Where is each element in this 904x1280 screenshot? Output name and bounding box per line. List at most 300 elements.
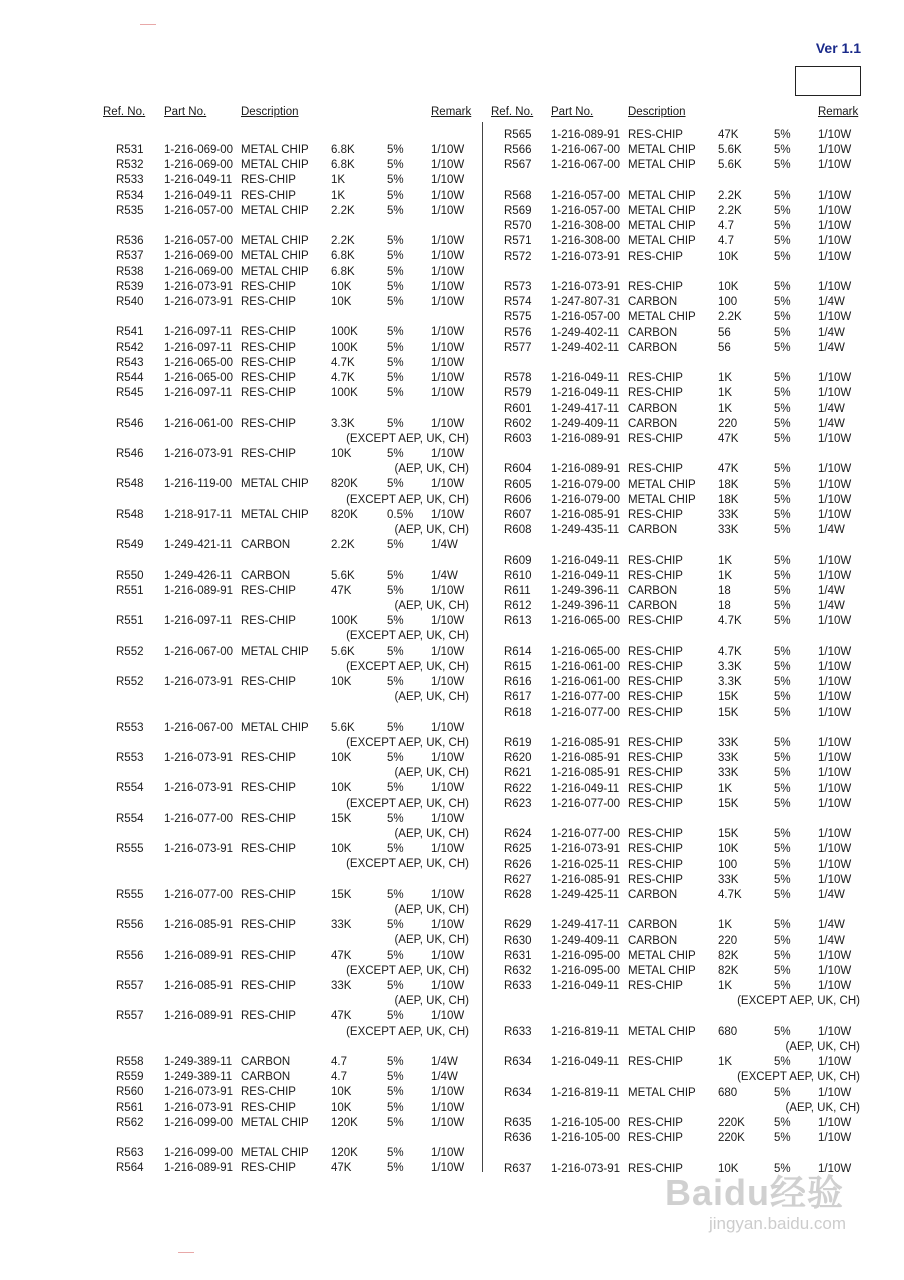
ref-no: R632 xyxy=(504,965,532,977)
rating: 1/4W xyxy=(431,569,458,582)
tolerance: 5% xyxy=(774,706,791,719)
description: METAL CHIP xyxy=(628,1086,696,1099)
part-no: 1-249-389-11 xyxy=(164,1071,233,1084)
ref-no: R538 xyxy=(116,265,144,278)
description: CARBON xyxy=(628,600,678,613)
watermark-logo: Baidu经验 xyxy=(664,1172,844,1213)
value: 10K xyxy=(331,1086,352,1099)
tolerance: 5% xyxy=(774,797,791,810)
part-no: 1-216-119-00 xyxy=(164,478,233,491)
value: 3.3K xyxy=(718,676,742,689)
tolerance: 5% xyxy=(774,311,791,324)
description: RES-CHIP xyxy=(628,433,683,445)
value: 10K xyxy=(718,1162,739,1175)
description: CARBON xyxy=(628,402,678,415)
part-no: 1-216-065-00 xyxy=(551,615,621,628)
part-no: 1-216-073-91 xyxy=(164,280,234,293)
ref-no: R562 xyxy=(116,1116,144,1129)
value: 15K xyxy=(718,828,739,841)
ref-no: R609 xyxy=(504,554,532,567)
ref-no: R559 xyxy=(116,1071,144,1084)
remark-note: (EXCEPT AEP, UK, CH) xyxy=(737,995,860,1008)
rating: 1/10W xyxy=(818,1086,852,1099)
rating: 1/10W xyxy=(431,478,465,491)
rating: 1/4W xyxy=(818,296,845,309)
rating: 1/10W xyxy=(431,448,465,460)
remark-note: (AEP, UK, CH) xyxy=(394,691,469,704)
part-no: 1-216-049-11 xyxy=(551,372,620,385)
description: RES-CHIP xyxy=(241,174,296,187)
rating: 1/10W xyxy=(818,706,852,719)
value: 15K xyxy=(331,888,352,901)
part-no: 1-216-073-91 xyxy=(164,1101,234,1114)
description: RES-CHIP xyxy=(241,812,296,825)
part-no: 1-249-426-11 xyxy=(164,569,233,582)
description: RES-CHIP xyxy=(628,1132,683,1145)
value: 2.2K xyxy=(718,205,742,217)
ref-no: R601 xyxy=(504,402,532,415)
description: METAL CHIP xyxy=(628,235,696,248)
remark-note: (EXCEPT AEP, UK, CH) xyxy=(346,858,469,871)
ref-no: R571 xyxy=(504,235,532,248)
part-no: 1-216-067-00 xyxy=(551,159,621,172)
tolerance: 5% xyxy=(774,509,791,521)
value: 6.8K xyxy=(331,159,355,172)
rating: 1/10W xyxy=(431,508,465,521)
part-no: 1-216-085-91 xyxy=(164,980,234,992)
description: CARBON xyxy=(241,1071,291,1084)
ref-no: R622 xyxy=(504,782,532,795)
description: RES-CHIP xyxy=(628,569,683,582)
value: 10K xyxy=(331,296,352,308)
part-no: 1-216-067-00 xyxy=(164,721,234,734)
part-no: 1-216-819-11 xyxy=(551,1025,620,1038)
tolerance: 5% xyxy=(387,1162,404,1175)
ref-no: R557 xyxy=(116,980,144,992)
part-no: 1-216-089-91 xyxy=(551,433,621,445)
description: METAL CHIP xyxy=(241,1116,309,1129)
value: 10K xyxy=(331,782,352,795)
part-no: 1-216-049-11 xyxy=(551,387,620,400)
description: CARBON xyxy=(628,417,678,430)
value: 680 xyxy=(718,1025,738,1038)
description: RES-CHIP xyxy=(241,1010,296,1023)
ref-no: R536 xyxy=(116,235,144,248)
part-no: 1-216-073-91 xyxy=(164,843,234,856)
part-no: 1-216-089-91 xyxy=(164,1010,234,1023)
version-label: Ver 1.1 xyxy=(815,40,861,56)
part-no: 1-216-089-91 xyxy=(164,584,234,597)
part-no: 1-249-409-11 xyxy=(551,417,620,430)
tolerance: 5% xyxy=(387,752,404,764)
description: RES-CHIP xyxy=(628,843,683,856)
part-no: 1-216-085-91 xyxy=(551,737,621,749)
tolerance: 5% xyxy=(774,281,791,293)
part-no: 1-216-061-00 xyxy=(551,676,621,689)
ref-no: R566 xyxy=(504,144,532,157)
tolerance: 5% xyxy=(387,159,404,172)
ref-no: R546 xyxy=(116,417,144,430)
value: 1K xyxy=(718,554,733,567)
description: METAL CHIP xyxy=(241,645,309,658)
rating: 1/10W xyxy=(818,235,852,248)
rating: 1/10W xyxy=(818,858,852,871)
ref-no: R607 xyxy=(504,509,532,521)
rating: 1/10W xyxy=(431,782,465,795)
rating: 1/10W xyxy=(431,1101,465,1114)
ref-no: R568 xyxy=(504,189,532,202)
rating: 1/10W xyxy=(431,1147,465,1160)
rating: 1/10W xyxy=(818,843,852,856)
part-no: 1-216-085-91 xyxy=(551,509,621,521)
tolerance: 5% xyxy=(774,965,791,977)
value: 4.7 xyxy=(331,1071,347,1084)
part-no: 1-216-097-11 xyxy=(164,341,233,354)
ref-no: R605 xyxy=(504,478,532,491)
description: RES-CHIP xyxy=(241,615,296,628)
description: CARBON xyxy=(628,934,678,947)
part-no: 1-216-099-00 xyxy=(164,1116,234,1129)
description: RES-CHIP xyxy=(241,949,296,962)
part-no: 1-216-077-00 xyxy=(164,812,234,825)
rating: 1/10W xyxy=(818,965,852,977)
tolerance: 5% xyxy=(774,873,791,886)
ref-no: R614 xyxy=(504,645,532,658)
tolerance: 5% xyxy=(387,888,404,901)
value: 15K xyxy=(718,691,739,704)
rating: 1/10W xyxy=(818,205,852,217)
description: CARBON xyxy=(628,296,678,309)
part-no: 1-216-073-91 xyxy=(164,448,234,460)
ref-no: R629 xyxy=(504,919,532,932)
description: RES-CHIP xyxy=(241,584,296,597)
part-no: 1-216-073-91 xyxy=(164,782,234,795)
ref-no: R620 xyxy=(504,752,532,765)
remark-note: (AEP, UK, CH) xyxy=(785,1041,860,1053)
ref-no: R604 xyxy=(504,463,532,476)
value: 220 xyxy=(718,934,738,947)
tolerance: 5% xyxy=(387,326,404,339)
rating: 1/10W xyxy=(431,1086,465,1099)
rating: 1/10W xyxy=(431,584,465,597)
description: CARBON xyxy=(628,326,678,339)
value: 33K xyxy=(718,737,739,749)
value: 5.6K xyxy=(331,569,355,582)
part-no: 1-216-105-00 xyxy=(551,1117,621,1129)
tolerance: 5% xyxy=(387,980,404,992)
part-no: 1-216-073-91 xyxy=(164,752,234,764)
rating: 1/10W xyxy=(431,174,465,187)
part-no: 1-216-025-11 xyxy=(551,858,620,871)
tolerance: 5% xyxy=(387,189,404,202)
part-no: 1-216-049-11 xyxy=(551,569,620,582)
tolerance: 5% xyxy=(774,843,791,856)
rating: 1/10W xyxy=(818,220,852,233)
value: 100K xyxy=(331,341,358,354)
ref-no: R631 xyxy=(504,949,532,962)
description: RES-CHIP xyxy=(628,782,683,795)
value: 82K xyxy=(718,965,739,977)
part-no: 1-218-917-11 xyxy=(164,508,233,521)
part-no: 1-216-089-91 xyxy=(551,129,621,141)
value: 10K xyxy=(331,843,352,856)
part-no: 1-216-073-91 xyxy=(164,676,234,688)
value: 5.6K xyxy=(718,144,742,157)
remark-note: (EXCEPT AEP, UK, CH) xyxy=(346,493,469,506)
remark-note: (AEP, UK, CH) xyxy=(394,767,469,780)
value: 2.2K xyxy=(718,189,742,202)
tolerance: 5% xyxy=(774,600,791,613)
tolerance: 5% xyxy=(774,463,791,476)
description: RES-CHIP xyxy=(241,448,296,460)
part-no: 1-216-061-00 xyxy=(164,417,234,430)
value: 82K xyxy=(718,949,739,962)
rating: 1/10W xyxy=(818,1025,852,1038)
value: 680 xyxy=(718,1086,738,1099)
rating: 1/10W xyxy=(431,949,465,962)
description: RES-CHIP xyxy=(241,189,296,202)
rating: 1/4W xyxy=(818,417,845,430)
ref-no: R548 xyxy=(116,508,144,521)
rating: 1/10W xyxy=(818,463,852,476)
value: 47K xyxy=(718,463,739,476)
rating: 1/10W xyxy=(818,980,852,993)
ref-no: R623 xyxy=(504,797,532,810)
ref-no: R564 xyxy=(116,1162,144,1175)
description: RES-CHIP xyxy=(628,615,683,628)
value: 18K xyxy=(718,493,739,506)
remark-note: (AEP, UK, CH) xyxy=(394,463,469,476)
ref-no: R537 xyxy=(116,250,144,263)
value: 10K xyxy=(718,281,739,293)
tolerance: 5% xyxy=(387,782,404,795)
tolerance: 5% xyxy=(774,159,791,172)
value: 33K xyxy=(331,980,352,992)
remark-note: (EXCEPT AEP, UK, CH) xyxy=(346,736,469,749)
value: 33K xyxy=(718,524,739,537)
rating: 1/10W xyxy=(431,356,465,369)
rating: 1/10W xyxy=(818,569,852,582)
value: 1K xyxy=(331,174,346,187)
tolerance: 5% xyxy=(387,1071,404,1084)
part-no: 1-216-097-11 xyxy=(164,387,233,400)
value: 33K xyxy=(718,873,739,886)
rating: 1/10W xyxy=(818,615,852,628)
tolerance: 5% xyxy=(774,387,791,400)
rating: 1/4W xyxy=(818,919,845,932)
tolerance: 5% xyxy=(774,1162,791,1175)
part-no: 1-216-057-00 xyxy=(551,205,621,217)
tolerance: 5% xyxy=(774,250,791,263)
value: 3.3K xyxy=(331,417,355,430)
rating: 1/10W xyxy=(818,509,852,521)
tolerance: 5% xyxy=(774,949,791,962)
tolerance: 5% xyxy=(387,1086,404,1099)
ref-no: R579 xyxy=(504,387,532,400)
rating: 1/10W xyxy=(431,235,465,248)
ref-no: R548 xyxy=(116,478,144,491)
value: 120K xyxy=(331,1116,358,1129)
ref-no: R637 xyxy=(504,1162,532,1175)
remark-note: (EXCEPT AEP, UK, CH) xyxy=(346,432,469,445)
part-no: 1-216-079-00 xyxy=(551,493,621,506)
part-no: 1-216-095-00 xyxy=(551,949,621,962)
remark-note: (AEP, UK, CH) xyxy=(785,1101,860,1114)
value: 4.7K xyxy=(331,372,355,384)
ref-no: R574 xyxy=(504,296,532,309)
ref-no: R554 xyxy=(116,812,144,825)
ref-no: R549 xyxy=(116,539,144,552)
rating: 1/10W xyxy=(818,1132,852,1145)
ref-no: R552 xyxy=(116,645,144,658)
rating: 1/10W xyxy=(818,645,852,658)
description: RES-CHIP xyxy=(628,828,683,841)
tolerance: 5% xyxy=(387,204,404,217)
tolerance: 5% xyxy=(774,417,791,430)
ref-no: R611 xyxy=(504,585,531,597)
rating: 1/10W xyxy=(431,980,465,992)
tolerance: 0.5% xyxy=(387,508,414,521)
tolerance: 5% xyxy=(387,296,404,308)
part-no: 1-216-099-00 xyxy=(164,1147,234,1160)
tolerance: 5% xyxy=(774,691,791,704)
description: CARBON xyxy=(241,1056,291,1068)
description: CARBON xyxy=(628,524,678,537)
part-no: 1-216-049-11 xyxy=(551,1056,620,1069)
rating: 1/4W xyxy=(818,402,845,415)
description: RES-CHIP xyxy=(628,509,683,521)
rating: 1/10W xyxy=(818,129,852,141)
rating: 1/10W xyxy=(818,737,852,749)
tolerance: 5% xyxy=(774,737,791,749)
part-no: 1-249-396-11 xyxy=(551,585,620,597)
description: CARBON xyxy=(628,919,678,932)
description: RES-CHIP xyxy=(241,888,296,901)
ref-no: R556 xyxy=(116,949,144,962)
description: RES-CHIP xyxy=(241,676,296,688)
value: 33K xyxy=(331,919,352,932)
tolerance: 5% xyxy=(387,341,404,354)
value: 56 xyxy=(718,341,731,354)
remark-note: (EXCEPT AEP, UK, CH) xyxy=(737,1071,860,1084)
ref-no: R615 xyxy=(504,661,532,673)
value: 56 xyxy=(718,326,731,339)
tolerance: 5% xyxy=(387,569,404,582)
description: RES-CHIP xyxy=(241,326,296,339)
value: 18 xyxy=(718,600,731,613)
ref-no: R553 xyxy=(116,752,144,764)
tolerance: 5% xyxy=(774,402,791,415)
rating: 1/10W xyxy=(431,159,465,172)
description: METAL CHIP xyxy=(241,159,309,172)
ref-no: R551 xyxy=(116,584,144,597)
rating: 1/4W xyxy=(818,889,845,901)
part-no: 1-216-105-00 xyxy=(551,1132,621,1145)
header-part-right: Part No. xyxy=(551,106,594,118)
value: 2.2K xyxy=(331,539,355,552)
part-no: 1-216-073-91 xyxy=(551,843,621,856)
value: 1K xyxy=(718,919,733,932)
watermark-url: jingyan.baidu.com xyxy=(708,1214,846,1233)
description: METAL CHIP xyxy=(241,250,309,263)
remark-note: (EXCEPT AEP, UK, CH) xyxy=(346,1025,469,1038)
remark-note: (EXCEPT AEP, UK, CH) xyxy=(346,964,469,977)
description: METAL CHIP xyxy=(628,1025,696,1038)
tolerance: 5% xyxy=(774,478,791,491)
part-no: 1-216-057-00 xyxy=(164,235,234,248)
description: METAL CHIP xyxy=(628,205,696,217)
value: 100 xyxy=(718,858,738,871)
value: 4.7K xyxy=(331,356,355,369)
ref-no: R633 xyxy=(504,980,532,993)
value: 1K xyxy=(331,189,346,202)
value: 47K xyxy=(331,584,352,597)
description: RES-CHIP xyxy=(628,1056,683,1069)
description: RES-CHIP xyxy=(628,250,683,263)
description: METAL CHIP xyxy=(241,144,309,156)
value: 10K xyxy=(331,1101,352,1114)
description: RES-CHIP xyxy=(241,782,296,795)
part-no: 1-216-073-91 xyxy=(551,250,621,263)
rating: 1/10W xyxy=(431,1162,465,1175)
part-no: 1-247-807-31 xyxy=(551,296,621,309)
rating: 1/10W xyxy=(431,888,465,901)
ref-no: R556 xyxy=(116,919,144,932)
description: METAL CHIP xyxy=(241,235,309,248)
description: RES-CHIP xyxy=(628,858,683,871)
remark-note: (AEP, UK, CH) xyxy=(394,524,469,536)
ref-no: R577 xyxy=(504,341,532,354)
description: METAL CHIP xyxy=(628,144,696,157)
tolerance: 5% xyxy=(387,615,404,628)
ref-no: R617 xyxy=(504,691,532,704)
ref-no: R561 xyxy=(116,1101,144,1114)
description: RES-CHIP xyxy=(241,1086,296,1099)
tolerance: 5% xyxy=(387,1056,404,1068)
part-no: 1-216-077-00 xyxy=(551,797,621,810)
tolerance: 5% xyxy=(387,372,404,384)
rating: 1/10W xyxy=(431,676,465,688)
tolerance: 5% xyxy=(774,1132,791,1145)
description: METAL CHIP xyxy=(628,478,696,491)
rating: 1/10W xyxy=(431,919,465,932)
value: 4.7 xyxy=(718,235,734,248)
value: 100K xyxy=(331,387,358,400)
value: 1K xyxy=(718,1056,733,1069)
part-no: 1-216-069-00 xyxy=(164,250,234,263)
description: METAL CHIP xyxy=(628,311,696,324)
part-no: 1-216-073-91 xyxy=(551,281,621,293)
value: 10K xyxy=(331,752,352,764)
part-no: 1-249-421-11 xyxy=(164,539,233,552)
tolerance: 5% xyxy=(774,189,791,202)
part-no: 1-216-097-11 xyxy=(164,326,233,339)
tolerance: 5% xyxy=(774,615,791,628)
tolerance: 5% xyxy=(774,493,791,506)
ref-no: R557 xyxy=(116,1010,144,1023)
tolerance: 5% xyxy=(774,676,791,689)
rating: 1/10W xyxy=(818,782,852,795)
header-remark-right: Remark xyxy=(818,106,859,118)
value: 120K xyxy=(331,1147,358,1160)
value: 47K xyxy=(331,949,352,962)
value: 15K xyxy=(331,812,352,825)
ref-no: R634 xyxy=(504,1086,532,1099)
ref-no: R633 xyxy=(504,1025,532,1038)
value: 1K xyxy=(718,569,733,582)
description: METAL CHIP xyxy=(241,508,309,521)
value: 1K xyxy=(718,980,733,993)
